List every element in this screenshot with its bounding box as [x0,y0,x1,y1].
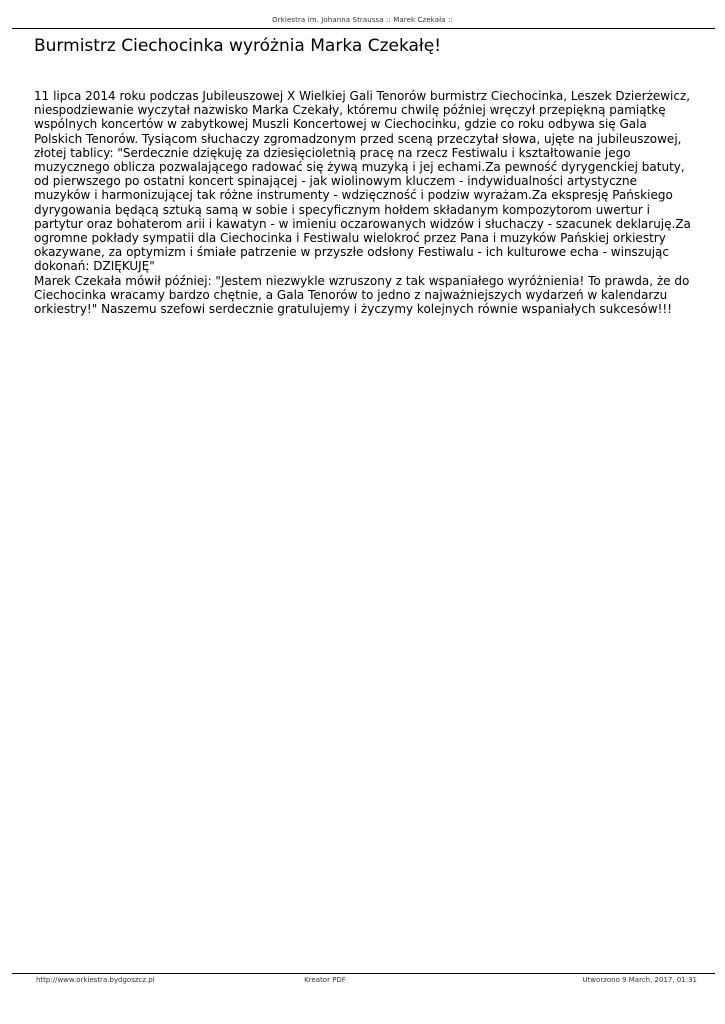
footer-created-date: Utworzono 9 March, 2017, 01:31 [582,976,697,984]
article-paragraph: Marek Czekała mówił później: "Jestem niezwykle wzruszony z tak wspaniałego wyróżnienia! To prawda, że do Ciechocinka wracamy bardzo chętnie, a Gala Tenorów to jedno z najważniejszych wydarzeń w kalendarzu orkiestry!" Naszemu szefowi serdecznie gratulujemy i życzymy kolejnych równie wspaniałych sukcesów!!! [34,273,690,317]
article-paragraph: 11 lipca 2014 roku podczas Jubileuszowej X Wielkiej Gali Tenorów burmistrz Ciechocinka, Leszek Dzierżewicz, niespodziewanie wyczytał nazwisko Marka Czekały, któremu chwilę później wręczył przepiękną pamiątkę wspólnych koncertów w zabytkowej Muszli Koncertowej w Ciechocinku, gdzie co roku odbywa się Gala Polskich Tenorów. Tysiącom słuchaczy zgromadzonym przed sceną przeczytał słowa, ujęte na jubileuszowej, złotej tablicy: "Serdecznie dziękuję za dziesięcioletnią pracę na rzecz Festiwalu i kształtowanie jego muzycznego oblicza pozwalającego radować się żywą muzyką i jej echami.Za pewność dyrygenckiej batuty, od pierwszego po ostatni koncert spinającej - jak wiolinowym kluczem - indywidualności artystyczne muzyków i harmonizującej tak różne instrumenty - wdzięczność i podziw wyrażam.Za ekspresję Pańskiego dyrygowania będącą sztuką samą w sobie i specyficznym hołdem składanym kompozytorom uwertur i partytur oraz bohaterom arii i kawatyn - w imieniu oczarowanych widzów i słuchaczy - szacunek deklaruję.Za ogromne pokłady sympatii dla Ciechocinka i Festiwalu wielokroć przez Pana i muzyków Pańskiej orkiestry okazywane, za optymizm i śmiałe patrzenie w przyszłe odsłony Festiwalu - ich kulturowe echa - winszując dokonań: DZIĘKUJĘ" [34,89,691,274]
header-divider [12,28,715,29]
article-body [34,89,694,316]
footer-url-link[interactable]: http://www.orkiestra.bydgoszcz.pl [36,976,155,984]
article-title: Burmistrz Ciechocinka wyróżnia Marka Czekałę! [34,36,442,56]
footer-generator: Kreator PDF [304,976,346,984]
footer-divider [12,973,715,974]
page-header: Orkiestra im. Johanna Straussa :: Marek Czekała :: [272,16,453,24]
